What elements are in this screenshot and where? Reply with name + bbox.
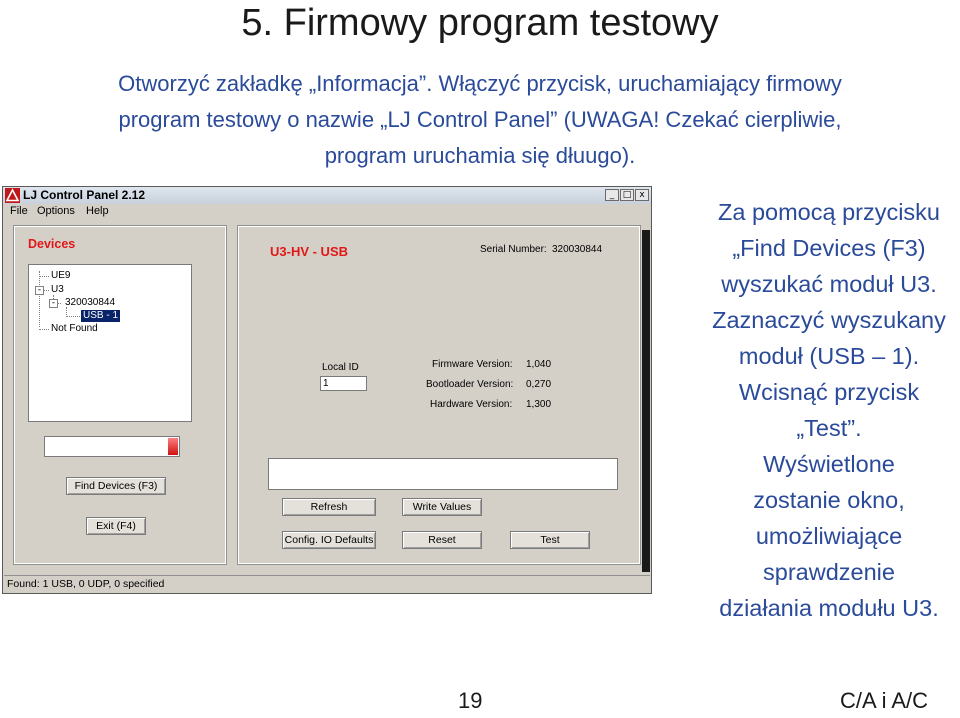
window-frame-edge bbox=[642, 230, 650, 572]
app-logo-icon bbox=[5, 188, 20, 203]
tree-node-u3[interactable]: U3 bbox=[51, 284, 64, 295]
serial-number-label: Serial Number: bbox=[480, 244, 547, 255]
progress-fill bbox=[168, 438, 178, 455]
config-io-defaults-button[interactable]: Config. IO Defaults bbox=[282, 531, 376, 549]
page-number: 19 bbox=[458, 688, 483, 713]
instruction-line: Wcisnąć przycisk bbox=[738, 379, 920, 405]
message-box bbox=[268, 458, 618, 490]
menu-options[interactable]: Options bbox=[37, 205, 75, 217]
serial-number-value: 320030844 bbox=[552, 244, 603, 255]
footer-text: C/A i A/C bbox=[840, 688, 929, 713]
status-bar: Found: 1 USB, 0 UDP, 0 specified bbox=[4, 575, 650, 591]
menu-bar bbox=[3, 204, 651, 219]
intro-line: program uruchamia się dłuugo). bbox=[324, 143, 636, 168]
instruction-line: umożliwiające bbox=[755, 523, 903, 549]
instruction-line: zostanie okno, bbox=[753, 487, 905, 513]
reset-button[interactable]: Reset bbox=[402, 531, 482, 549]
find-devices-button[interactable]: Find Devices (F3) bbox=[66, 477, 166, 495]
hardware-version-label: Hardware Version: bbox=[430, 399, 513, 410]
instruction-line: „Test”. bbox=[796, 415, 862, 441]
instruction-line: działania modułu U3. bbox=[719, 595, 939, 621]
tree-expander-u3[interactable]: - bbox=[35, 286, 44, 295]
instruction-line: „Find Devices (F3) bbox=[732, 235, 926, 261]
local-id-input[interactable]: 1 bbox=[320, 376, 367, 391]
tree-node-usb-1[interactable]: USB - 1 bbox=[83, 310, 119, 321]
minimize-button[interactable]: _ bbox=[605, 189, 619, 201]
instruction-line: Za pomocą przycisku bbox=[717, 199, 941, 225]
tree-line bbox=[39, 329, 49, 330]
intro-text bbox=[18, 66, 942, 174]
instruction-line: Wyświetlone bbox=[763, 451, 895, 477]
devices-label: Devices bbox=[28, 237, 76, 251]
intro-line: Otworzyć zakładkę „Informacja”. Włączyć przycisk, uruchamiający firmowy bbox=[118, 71, 842, 96]
menu-file[interactable]: File bbox=[10, 205, 28, 217]
instruction-line: sprawdzenie bbox=[763, 559, 895, 585]
instruction-line: moduł (USB – 1). bbox=[738, 343, 920, 369]
search-progress-bar bbox=[44, 436, 180, 457]
tree-node-serial[interactable]: 320030844 bbox=[65, 297, 116, 308]
local-id-label: Local ID bbox=[322, 362, 359, 373]
firmware-version-label: Firmware Version: bbox=[432, 359, 513, 370]
menu-help[interactable]: Help bbox=[86, 205, 109, 217]
refresh-button[interactable]: Refresh bbox=[282, 498, 376, 516]
tree-node-not-found[interactable]: Not Found bbox=[51, 323, 98, 334]
maximize-button[interactable]: □ bbox=[620, 189, 634, 201]
instruction-text bbox=[694, 194, 960, 626]
device-title: U3-HV - USB bbox=[270, 244, 349, 259]
device-tree[interactable] bbox=[28, 264, 192, 422]
slide-title: 5. Firmowy program testowy bbox=[241, 2, 719, 44]
instruction-line: Zaznaczyć wyszukany bbox=[712, 307, 946, 333]
tree-line bbox=[39, 276, 49, 277]
test-button[interactable]: Test bbox=[510, 531, 590, 549]
window-titlebar[interactable] bbox=[3, 187, 651, 204]
close-button[interactable]: x bbox=[635, 189, 649, 201]
bootloader-version-label: Bootloader Version: bbox=[426, 379, 514, 390]
exit-button[interactable]: Exit (F4) bbox=[86, 517, 146, 535]
write-values-button[interactable]: Write Values bbox=[402, 498, 482, 516]
hardware-version-value: 1,300 bbox=[526, 399, 552, 410]
tree-node-ue9[interactable]: UE9 bbox=[51, 270, 71, 281]
firmware-version-value: 1,040 bbox=[526, 359, 552, 370]
intro-line: program testowy o nazwie „LJ Control Panel” (UWAGA! Czekać cierpliwie, bbox=[118, 107, 842, 132]
tree-expander-serial[interactable]: - bbox=[49, 299, 58, 308]
bootloader-version-value: 0,270 bbox=[526, 379, 552, 390]
tree-line bbox=[39, 271, 40, 327]
instruction-line: wyszukać moduł U3. bbox=[721, 271, 937, 297]
tree-line bbox=[66, 316, 80, 317]
window-title: LJ Control Panel 2.12 bbox=[23, 188, 146, 202]
